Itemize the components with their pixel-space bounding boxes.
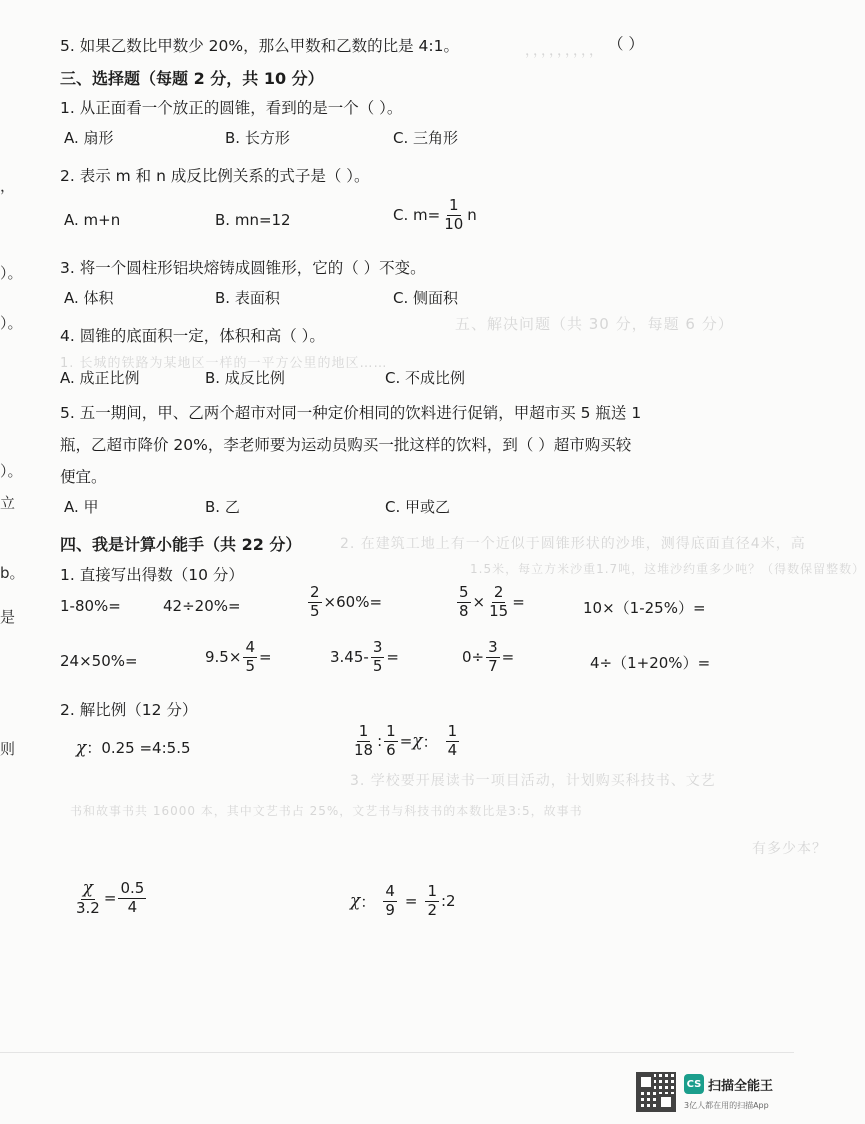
operator: = — [103, 889, 117, 908]
fraction — [457, 585, 471, 620]
proportion-3 — [72, 880, 148, 917]
operator: = — [399, 732, 413, 751]
fraction — [308, 585, 322, 620]
numerator: 1 — [427, 882, 437, 900]
proportion-subtitle: 2. 解比例（12 分） — [60, 701, 198, 719]
bleed-text: 有多少本？ — [752, 841, 827, 857]
calc-item — [455, 585, 525, 620]
bleed-text: 1. 长城的铁路为某地区一样的一平方公里的地区…… — [60, 356, 388, 371]
variable: χ — [350, 891, 361, 912]
denominator: 6 — [386, 740, 396, 759]
denominator: 15 — [489, 601, 509, 620]
option-label: C. m= — [393, 206, 441, 225]
choice-q5-b[interactable]: B. 乙 — [205, 498, 240, 516]
choice-q4-a[interactable]: A. 成正比例 — [60, 369, 140, 387]
expression: = — [512, 593, 525, 612]
choice-q5-line2: 瓶，乙超市降价 20%，李老师要为运动员购买一批这样的饮料，到（ ）超市购买较 — [60, 436, 632, 454]
expression: 1-80%= — [60, 597, 121, 615]
scanner-app-name: 扫描全能王 — [708, 1079, 774, 1094]
expression: = — [386, 648, 399, 667]
fraction — [425, 884, 439, 919]
operator: × — [472, 593, 486, 612]
expression: 10×（1-25%）= — [583, 599, 706, 617]
choice-q1: 1. 从正面看一个放正的圆锥，看到的是一个（ ）。 — [60, 99, 403, 117]
variable: χ — [76, 737, 87, 758]
denominator: 5 — [310, 601, 320, 620]
scanner-app-tagline: 3亿人都在用的扫描App — [684, 1101, 769, 1110]
denominator: 7 — [488, 656, 498, 675]
calc-item — [205, 640, 272, 675]
edge-fragment: ）。 — [0, 264, 23, 282]
choice-q3: 3. 将一个圆柱形铝块熔铸成圆锥形，它的（ ）不变。 — [60, 259, 426, 277]
choice-q2-c[interactable] — [393, 198, 477, 233]
edge-fragment: b。 — [0, 564, 25, 582]
answer-paren[interactable]: （ ） — [608, 35, 644, 53]
fraction — [486, 640, 500, 675]
expression: 4÷（1+20%）= — [590, 654, 711, 672]
numerator: 2 — [493, 583, 504, 601]
operator: = — [404, 892, 418, 911]
choice-q2-a[interactable]: A. m+n — [64, 211, 121, 229]
qr-code-icon — [636, 1072, 676, 1112]
choice-q4-c[interactable]: C. 不成比例 — [385, 369, 466, 387]
numerator: 3 — [372, 638, 383, 656]
expression: 0÷ — [462, 648, 485, 667]
numerator: 5 — [459, 583, 469, 601]
numerator: 1 — [358, 722, 369, 740]
choice-q1-a[interactable]: A. 扇形 — [64, 129, 114, 147]
numerator: 2 — [310, 583, 320, 601]
expression: ×60%= — [323, 593, 383, 612]
choice-q4-b[interactable]: B. 成反比例 — [205, 369, 285, 387]
numerator: 4 — [245, 638, 255, 656]
edge-fragment: 则 — [0, 740, 16, 758]
choice-q1-b[interactable]: B. 长方形 — [225, 129, 290, 147]
edge-fragment: ）。 — [0, 314, 23, 332]
denominator: 10 — [444, 214, 464, 233]
expression: = — [258, 648, 272, 667]
variable: χ — [412, 731, 423, 752]
proportion-2 — [350, 724, 461, 759]
proportion-1 — [76, 737, 191, 758]
numerator: 4 — [385, 882, 395, 900]
expression: ：0.25 =4:5.5 — [86, 739, 191, 757]
edge-fragment: 是 — [0, 608, 16, 626]
expression: = — [501, 648, 515, 667]
operator: : — [377, 732, 383, 751]
calc-item — [60, 652, 138, 670]
calc-item — [163, 597, 241, 615]
fraction — [446, 724, 460, 759]
expression: 3.45- — [330, 648, 369, 667]
bleed-text: 书和故事书共 16000 本，其中文艺书占 25%，文艺书与科技书的本数比是3:5，故事书 — [70, 804, 583, 818]
fraction — [352, 724, 375, 759]
choice-q3-c[interactable]: C. 侧面积 — [393, 289, 459, 307]
denominator: 5 — [372, 656, 383, 675]
denominator: 18 — [354, 740, 374, 759]
denominator: 5 — [245, 656, 255, 675]
calc-item — [583, 597, 706, 618]
numerator: 1 — [447, 722, 458, 740]
choice-q1-c[interactable]: C. 三角形 — [393, 129, 459, 147]
numerator: 1 — [448, 196, 459, 214]
denominator: 4 — [447, 740, 458, 759]
calc-item — [462, 640, 514, 675]
calc-item — [60, 597, 121, 615]
proportion-4 — [350, 884, 456, 919]
variable: χ — [82, 878, 94, 898]
choice-q2: 2. 表示 m 和 n 成反比例关系的式子是（ ）。 — [60, 167, 370, 185]
fraction — [74, 880, 102, 917]
choice-q5-a[interactable]: A. 甲 — [64, 498, 99, 516]
choice-q2-b[interactable]: B. mn=12 — [215, 211, 291, 229]
fraction — [487, 585, 510, 620]
fraction — [118, 881, 146, 916]
expression: 42÷20%= — [163, 597, 241, 615]
bleed-text: 五、解决问题（共 30 分，每题 6 分） — [455, 315, 734, 333]
option-suffix: n — [467, 206, 477, 225]
fraction — [442, 198, 465, 233]
fraction — [383, 884, 397, 919]
calc-item — [590, 652, 710, 673]
choice-q5-line1: 5. 五一期间，甲、乙两个超市对同一种定价相同的饮料进行促销，甲超市买 5 瓶送 1 — [60, 404, 642, 422]
denominator: 9 — [385, 900, 395, 919]
choice-q3-a[interactable]: A. 体积 — [64, 289, 114, 307]
numerator: 0.5 — [120, 879, 145, 898]
operator: ： — [422, 732, 438, 751]
numerator: 1 — [386, 722, 396, 740]
numerator: 3 — [488, 638, 498, 656]
choice-q3-b[interactable]: B. 表面积 — [215, 289, 280, 307]
section3-heading: 三、选择题（每题 2 分，共 10 分） — [60, 69, 324, 88]
operator: ： — [360, 892, 376, 911]
judgement-q5: 5. 如果乙数比甲数少 20%，那么甲数和乙数的比是 4:1。 — [60, 37, 459, 55]
fraction — [243, 640, 257, 675]
denominator: 8 — [459, 601, 469, 620]
camscanner-logo-icon: CS — [684, 1074, 704, 1094]
section4-heading: 四、我是计算小能手（共 22 分） — [60, 535, 302, 554]
bleed-text: ，，，，，，，，， — [525, 43, 604, 59]
edge-fragment: ）。 — [0, 462, 23, 480]
denominator: 3.2 — [76, 898, 100, 917]
denominator: 2 — [427, 900, 437, 919]
choice-q5-line3: 便宜。 — [60, 468, 107, 486]
choice-q5-c[interactable]: C. 甲或乙 — [385, 498, 451, 516]
edge-fragment: ， — [0, 177, 16, 195]
expression: 24×50%= — [60, 652, 138, 670]
choice-q4: 4. 圆锥的底面积一定，体积和高（ ）。 — [60, 327, 325, 345]
fraction — [371, 640, 385, 675]
calc-item — [330, 640, 399, 675]
bleed-text: 1.5米，每立方米沙重1.7吨，这堆沙约重多少吨？（得数保留整数） — [470, 562, 865, 576]
edge-fragment: 立 — [0, 494, 16, 512]
footer-divider — [0, 1052, 794, 1053]
calc-item — [306, 585, 382, 620]
bleed-text: 3. 学校要开展读书一项目活动，计划购买科技书、文艺 — [350, 773, 716, 789]
denominator: 4 — [127, 897, 138, 916]
calc-subtitle: 1. 直接写出得数（10 分） — [60, 566, 244, 584]
bleed-text: 2. 在建筑工地上有一个近似于圆锥形状的沙堆，测得底面直径4米，高 — [340, 536, 806, 552]
fraction — [384, 724, 398, 759]
expression: 9.5× — [205, 648, 242, 667]
expression: :2 — [441, 892, 456, 911]
